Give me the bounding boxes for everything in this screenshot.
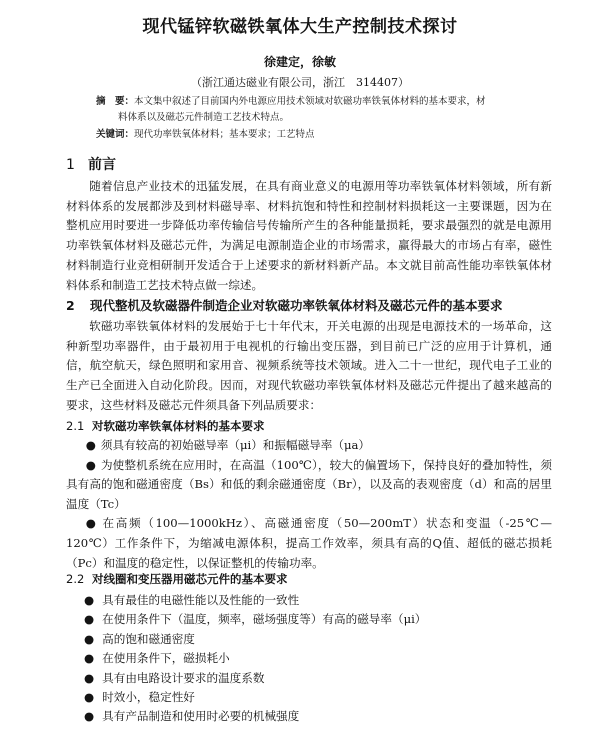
- list-item: [84, 707, 554, 726]
- bullet-icon: ●: [85, 438, 96, 452]
- section-2-2-number: 2.2: [66, 572, 85, 586]
- list-item: [66, 436, 552, 456]
- bullet-icon: ●: [84, 690, 95, 705]
- list-item: [84, 649, 554, 668]
- section-2-2-title: 对线圈和变压器用磁芯元件的基本要求: [92, 572, 288, 586]
- bullet-icon: ●: [84, 670, 95, 685]
- list-item: [66, 514, 552, 573]
- abstract: [96, 94, 536, 110]
- list-item-text: 在使用条件下（温度，频率，磁场强度等）有高的磁导率（μi）: [102, 612, 427, 627]
- list-item-text: 在高频（100—1000kHz）、高磁通密度（50—200mT）状态和变温（-25℃—120℃）工作条件下，为缩减电源体积，提高工作效率，须具有高的Q值、超低的磁芯损耗（Pc）和温度的稳定性，以保证整机的传输功率。: [66, 516, 552, 570]
- section-2-2-bullet-list: [84, 591, 554, 727]
- section-2-1-title: 对软磁功率铁氧体材料的基本要求: [92, 419, 265, 433]
- bullet-icon: ●: [85, 516, 98, 531]
- section-2-heading: [66, 296, 503, 314]
- list-item: [84, 630, 554, 649]
- authors: 徐建定，徐敏: [263, 55, 336, 69]
- affiliation: （浙江通达磁业有限公司，浙江 314407）: [191, 76, 409, 89]
- list-item-text: 具有最佳的电磁性能以及性能的一致性: [102, 593, 300, 607]
- list-item: [66, 456, 552, 515]
- list-item-text: 具有由电路设计要求的温度系数: [102, 670, 265, 685]
- list-item-text: 须具有较高的初始磁导率（μi）和振幅磁导率（μa）: [100, 438, 371, 452]
- section-1-heading: [66, 154, 116, 174]
- list-item-text: 具有产品制造和使用时必要的机械强度: [102, 709, 300, 724]
- bullet-icon: ●: [84, 651, 95, 666]
- list-item-text: 高的饱和磁通密度: [102, 631, 195, 646]
- section-1-number: 1: [66, 157, 75, 173]
- bullet-icon: ●: [84, 593, 95, 607]
- bullet-icon: ●: [84, 709, 95, 724]
- section-2-title: 现代整机及软磁器件制造企业对软磁功率铁氧体材料及磁芯元件的基本要求: [90, 298, 503, 313]
- keywords-text: 现代功率铁氧体材料；基本要求；工艺特点: [134, 129, 315, 140]
- list-item: [84, 669, 554, 688]
- section-2-2-heading: [66, 571, 288, 587]
- bullet-icon: ●: [84, 631, 95, 646]
- paper-title: 现代锰锌软磁铁氧体大生产控制技术探讨: [142, 17, 458, 37]
- keywords: [96, 127, 536, 143]
- abstract-line-2: 料体系以及磁芯元件制造工艺技术特点。: [118, 112, 290, 123]
- keywords-label: 关键词：: [96, 129, 135, 140]
- bullet-icon: ●: [85, 457, 96, 472]
- section-2-1-heading: [66, 418, 265, 434]
- section-2-number: 2: [66, 298, 75, 313]
- abstract-line-1: 本文集中叙述了目前国内外电源应用技术领域对软磁功率铁氧体材料的基本要求，材: [134, 96, 486, 107]
- list-item-text: 在使用条件下，磁损耗小: [102, 651, 230, 666]
- section-1-title: 前言: [88, 157, 116, 173]
- list-item-text: 为使整机系统在应用时，在高温（100℃），较大的偏置场下，保持良好的叠加特性，须具有高的饱和磁通密度（Bs）和低的剩余磁通密度（Br），以及高的表观密度（d）和高的居里温度（Tc）: [66, 457, 552, 511]
- bullet-icon: ●: [84, 612, 95, 627]
- list-item: [84, 591, 554, 610]
- abstract-continued: [118, 110, 558, 126]
- abstract-label: 摘 要：: [96, 96, 135, 107]
- list-item-text: 时效小，稳定性好: [102, 690, 195, 705]
- list-item: [84, 610, 554, 629]
- section-2-1-number: 2.1: [66, 419, 85, 433]
- section-2-1-bullet-list: [66, 436, 552, 573]
- section-1-paragraph: 随着信息产业技术的迅猛发展，在具有商业意义的电源用等功率铁氧体材料领域，所有新材料体系的发展都涉及到材料磁导率、材料抗饱和特性和控制材料损耗这一主要课题，因为在整机应用时要进一步降低功率传输信号传输所产生的各种能量损耗，要求最强烈的就是电源用功率铁氧体材料及磁芯元件，为满足电源制造企业的市场需求，赢得最大的市场占有率，磁性材料制造行业竞相研制开发适合于上述要求的新材料新产品。本文就目前高性能功率铁氧体材料体系和制造工艺技术特点做一综述。: [66, 179, 552, 292]
- list-item: [84, 688, 554, 707]
- section-2-paragraph: 软磁功率铁氧体材料的发展始于七十年代末，开关电源的出现是电源技术的一场革命，这种新型功率器件，由于最初用于电视机的行输出变压器，到目前已广泛的应用于计算机，通信，航空航天，绿色照明和家用音、视频系统等技术领域。进入二十一世纪，现代电子工业的生产已全面进入自动化阶段。因而，对现代软磁功率铁氧体材料及磁芯元件提出了越来越高的要求，这些材料及磁芯元件须具备下列品质要求：: [66, 319, 552, 412]
